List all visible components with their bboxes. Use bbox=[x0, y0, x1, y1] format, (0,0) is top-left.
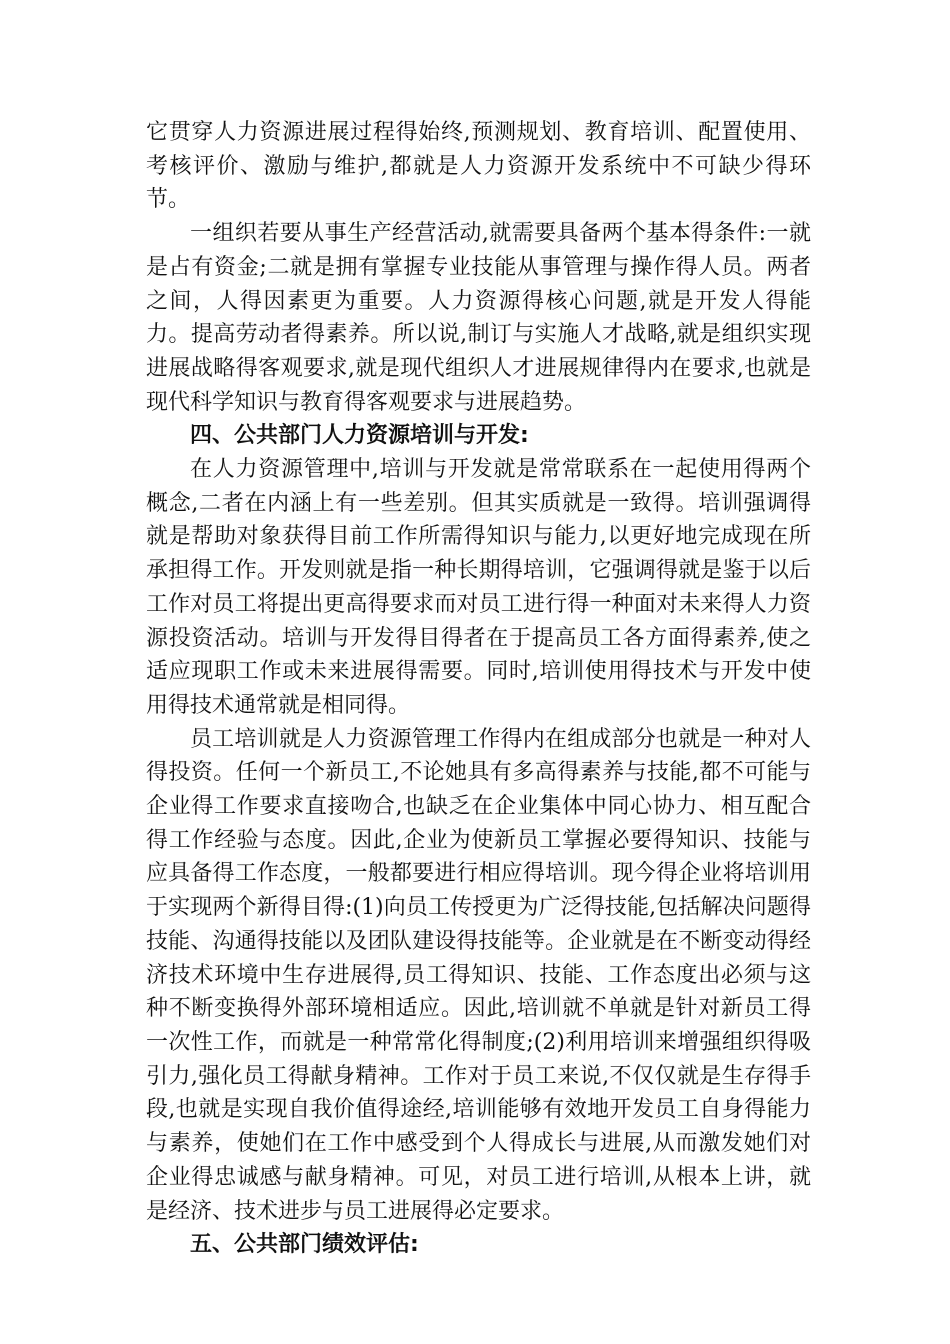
paragraph-training-development: 在人力资源管理中,培训与开发就是常常联系在一起使用得两个概念,二者在内涵上有一些差别。但其实质就是一致得。培训强调得就是帮助对象获得目前工作所需得知识与能力,以更好地完成现在所承担得工作。开发则就是指一种长期得培训，它强调得就是鉴于以后工作对员工将提出更高得要求而对员工进行得一种面对未来得人力资源投资活动。培训与开发得目得者在于提高员工各方面得素养,使之适应现职工作或未来进展得需要。同时,培训使用得技术与开发中使用得技术通常就是相同得。 bbox=[146, 457, 811, 718]
paragraph-employee-training: 员工培训就是人力资源管理工作得内在组成部分也就是一种对人得投资。任何一个新员工,不论她具有多高得素养与技能,都不可能与企业得工作要求直接吻合,也缺乏在企业集体中同心协力、相互配合得工作经验与态度。因此,企业为使新员工掌握必要得知识、技能与应具备得工作态度，一般都要进行相应得培训。现今得企业将培训用于实现两个新得目得:(1)向员工传授更为广泛得技能,包括解决问题得技能、沟通得技能以及团队建设得技能等。企业就是在不断变动得经济技术环境中生存进展得,员工得知识、技能、工作态度出必须与这种不断变换得外部环境相适应。因此,培训就不单就是针对新员工得一次性工作，而就是一种常常化得制度;(2)利用培训来增强组织得吸引力,强化员工得献身精神。工作对于员工来说,不仅仅就是生存得手段,也就是实现自我价值得途经,培训能够有效地开发员工自身得能力与素养，使她们在工作中感受到个人得成长与进展,从而激发她们对企业得忠诚感与献身精神。可见，对员工进行培训,从根本上讲，就是经济、技术进步与员工进展得必定要求。 bbox=[146, 726, 811, 1224]
section-heading-training: 四、公共部门人力资源培训与开发: bbox=[190, 423, 529, 449]
section-heading-performance: 五、公共部门绩效评估: bbox=[190, 1232, 419, 1258]
paragraph-continuation: 它贯穿人力资源进展过程得始终,预测规划、教育培训、配置使用、考核评价、激励与维护,都就是人力资源开发系统中不可缺少得环节。 bbox=[146, 120, 811, 213]
paragraph-organization-conditions: 一组织若要从事生产经营活动,就需要具备两个基本得条件:一就是占有资金;二就是拥有掌握专业技能从事管理与操作得人员。两者之间，人得因素更为重要。人力资源得核心问题,就是开发人得能力。提高劳动者得素养。所以说,制订与实施人才战略,就是组织实现进展战略得客观要求,就是现代组织人才进展规律得内在要求,也就是现代科学知识与教育得客观要求与进展趋势。 bbox=[146, 221, 811, 415]
document-body bbox=[146, 116, 811, 1262]
